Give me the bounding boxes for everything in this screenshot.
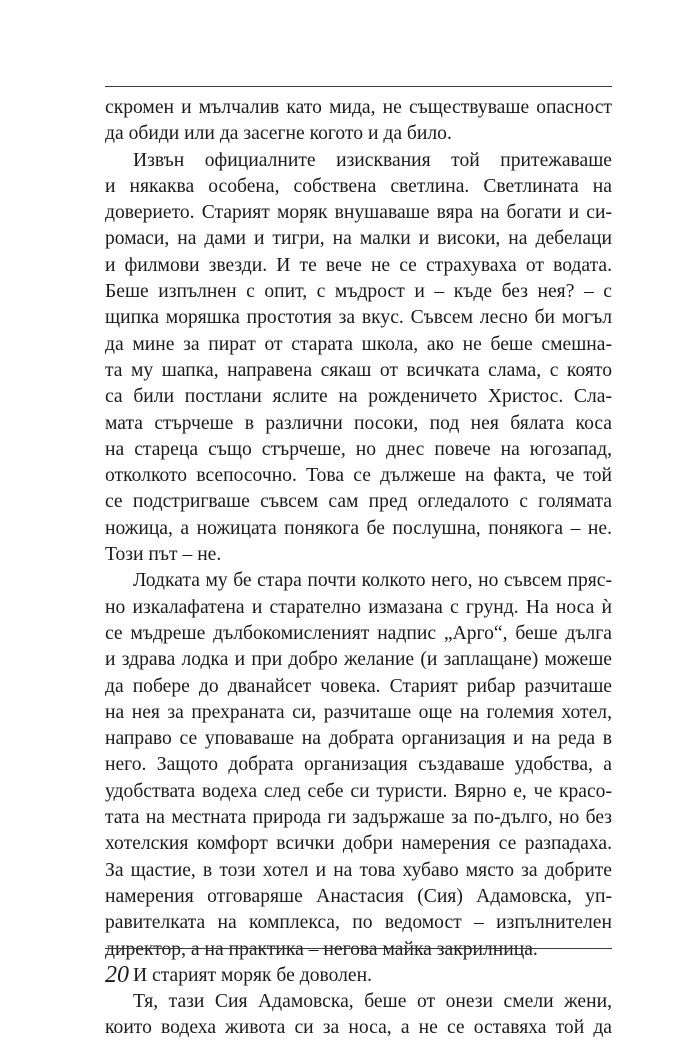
text-line: са били постлани яслите на рожденичето Христос. Сла-	[105, 386, 612, 408]
text-line: Тя, тази Сия Адамовска, беше от онези смели жени,	[133, 991, 612, 1013]
text-line: хотелския комфорт всички добри намерения се разпадаха.	[105, 833, 612, 855]
text-line: на стареца също стърчеше, но днес повече на югозапад,	[105, 438, 612, 460]
text-line: да побере до дванайсет човека. Старият рибар разчиташе	[105, 675, 612, 697]
text-line: та му шапка, направена сякаш от всичката слама, с която	[105, 359, 612, 381]
top-rule	[105, 86, 612, 87]
text-line: щипка моряшка простотия за вкус. Съвсем лесно би могъл	[105, 307, 612, 329]
body-text	[105, 95, 612, 1042]
text-line: и някаква особена, собствена светлина. Светлината на	[105, 175, 612, 197]
text-line: и здрава лодка и при добро желание (и заплащане) можеше	[105, 649, 612, 671]
text-line: ромаси, на дами и тигри, на малки и високи, на дебелаци	[105, 228, 612, 250]
text-line: скромен и мълчалив като мида, не съществуваше опасност	[105, 97, 612, 118]
text-line: доверието. Старият моряк внушаваше вяра на богати и си-	[105, 202, 612, 224]
text-line: За щастие, в този хотел и на това хубаво място за добрите	[105, 859, 612, 881]
text-line: се подстригваше съвсем сам пред огледалото с голямата	[105, 491, 612, 513]
text-line: И старият моряк бе доволен.	[133, 964, 373, 986]
text-line: него. Защото добрата организация създаваше удобства, а	[105, 754, 612, 776]
bottom-rule	[105, 948, 612, 949]
text-line: направо се уповаваше на добрата организация и на реда в	[105, 728, 612, 750]
text-line: равителката на комплекса, по ведомост – изпълнителен	[105, 912, 612, 934]
text-line: мата стърчеше в различни посоки, под нея бялата коса	[105, 412, 612, 434]
text-line: Лодката му бе стара почти колкото него, но съвсем пряс-	[133, 570, 612, 592]
text-line: отколкото всепосочно. Това се дължеше на факта, че той	[105, 465, 612, 487]
text-line: Извън официалните изисквания той притежаваше	[133, 149, 612, 171]
text-line: и филмови звезди. И те вече не се страхуваха от водата.	[105, 254, 612, 276]
text-line: да обиди или да засегне когото и да било.	[105, 123, 452, 145]
text-line: да мине за пират от старата школа, ако не беше смешна-	[105, 333, 612, 355]
text-line: Беше изпълнен с опит, с мъдрост и – къде без нея? – с	[105, 281, 612, 303]
text-line: намерения отговаряше Анастасия (Сия) Адамовска, уп-	[105, 885, 612, 907]
text-line: тата на местната природа ги задържаше за по-дълго, но без	[105, 807, 612, 829]
text-line: на нея за прехраната си, разчиташе още на големия хотел,	[105, 701, 612, 723]
text-line: ножица, а ножицата понякога бе послушна, понякога – не.	[105, 517, 612, 539]
text-line: Този път – не.	[105, 544, 222, 566]
page-number: 20	[105, 962, 129, 988]
text-line: но изкалафатена и старателно измазана с грунд. На носа ѝ	[105, 596, 612, 618]
text-line: директор, а на практика – негова майка закрилница.	[105, 938, 538, 960]
text-line: които водеха живота си за носа, а не се оставяха той да	[105, 1017, 612, 1039]
text-line: се мъдреше дълбокомисленият надпис „Арго“, беше дълга	[105, 622, 612, 644]
text-line: удобствата водеха след себе си туристи. Вярно е, че красо-	[105, 780, 612, 802]
